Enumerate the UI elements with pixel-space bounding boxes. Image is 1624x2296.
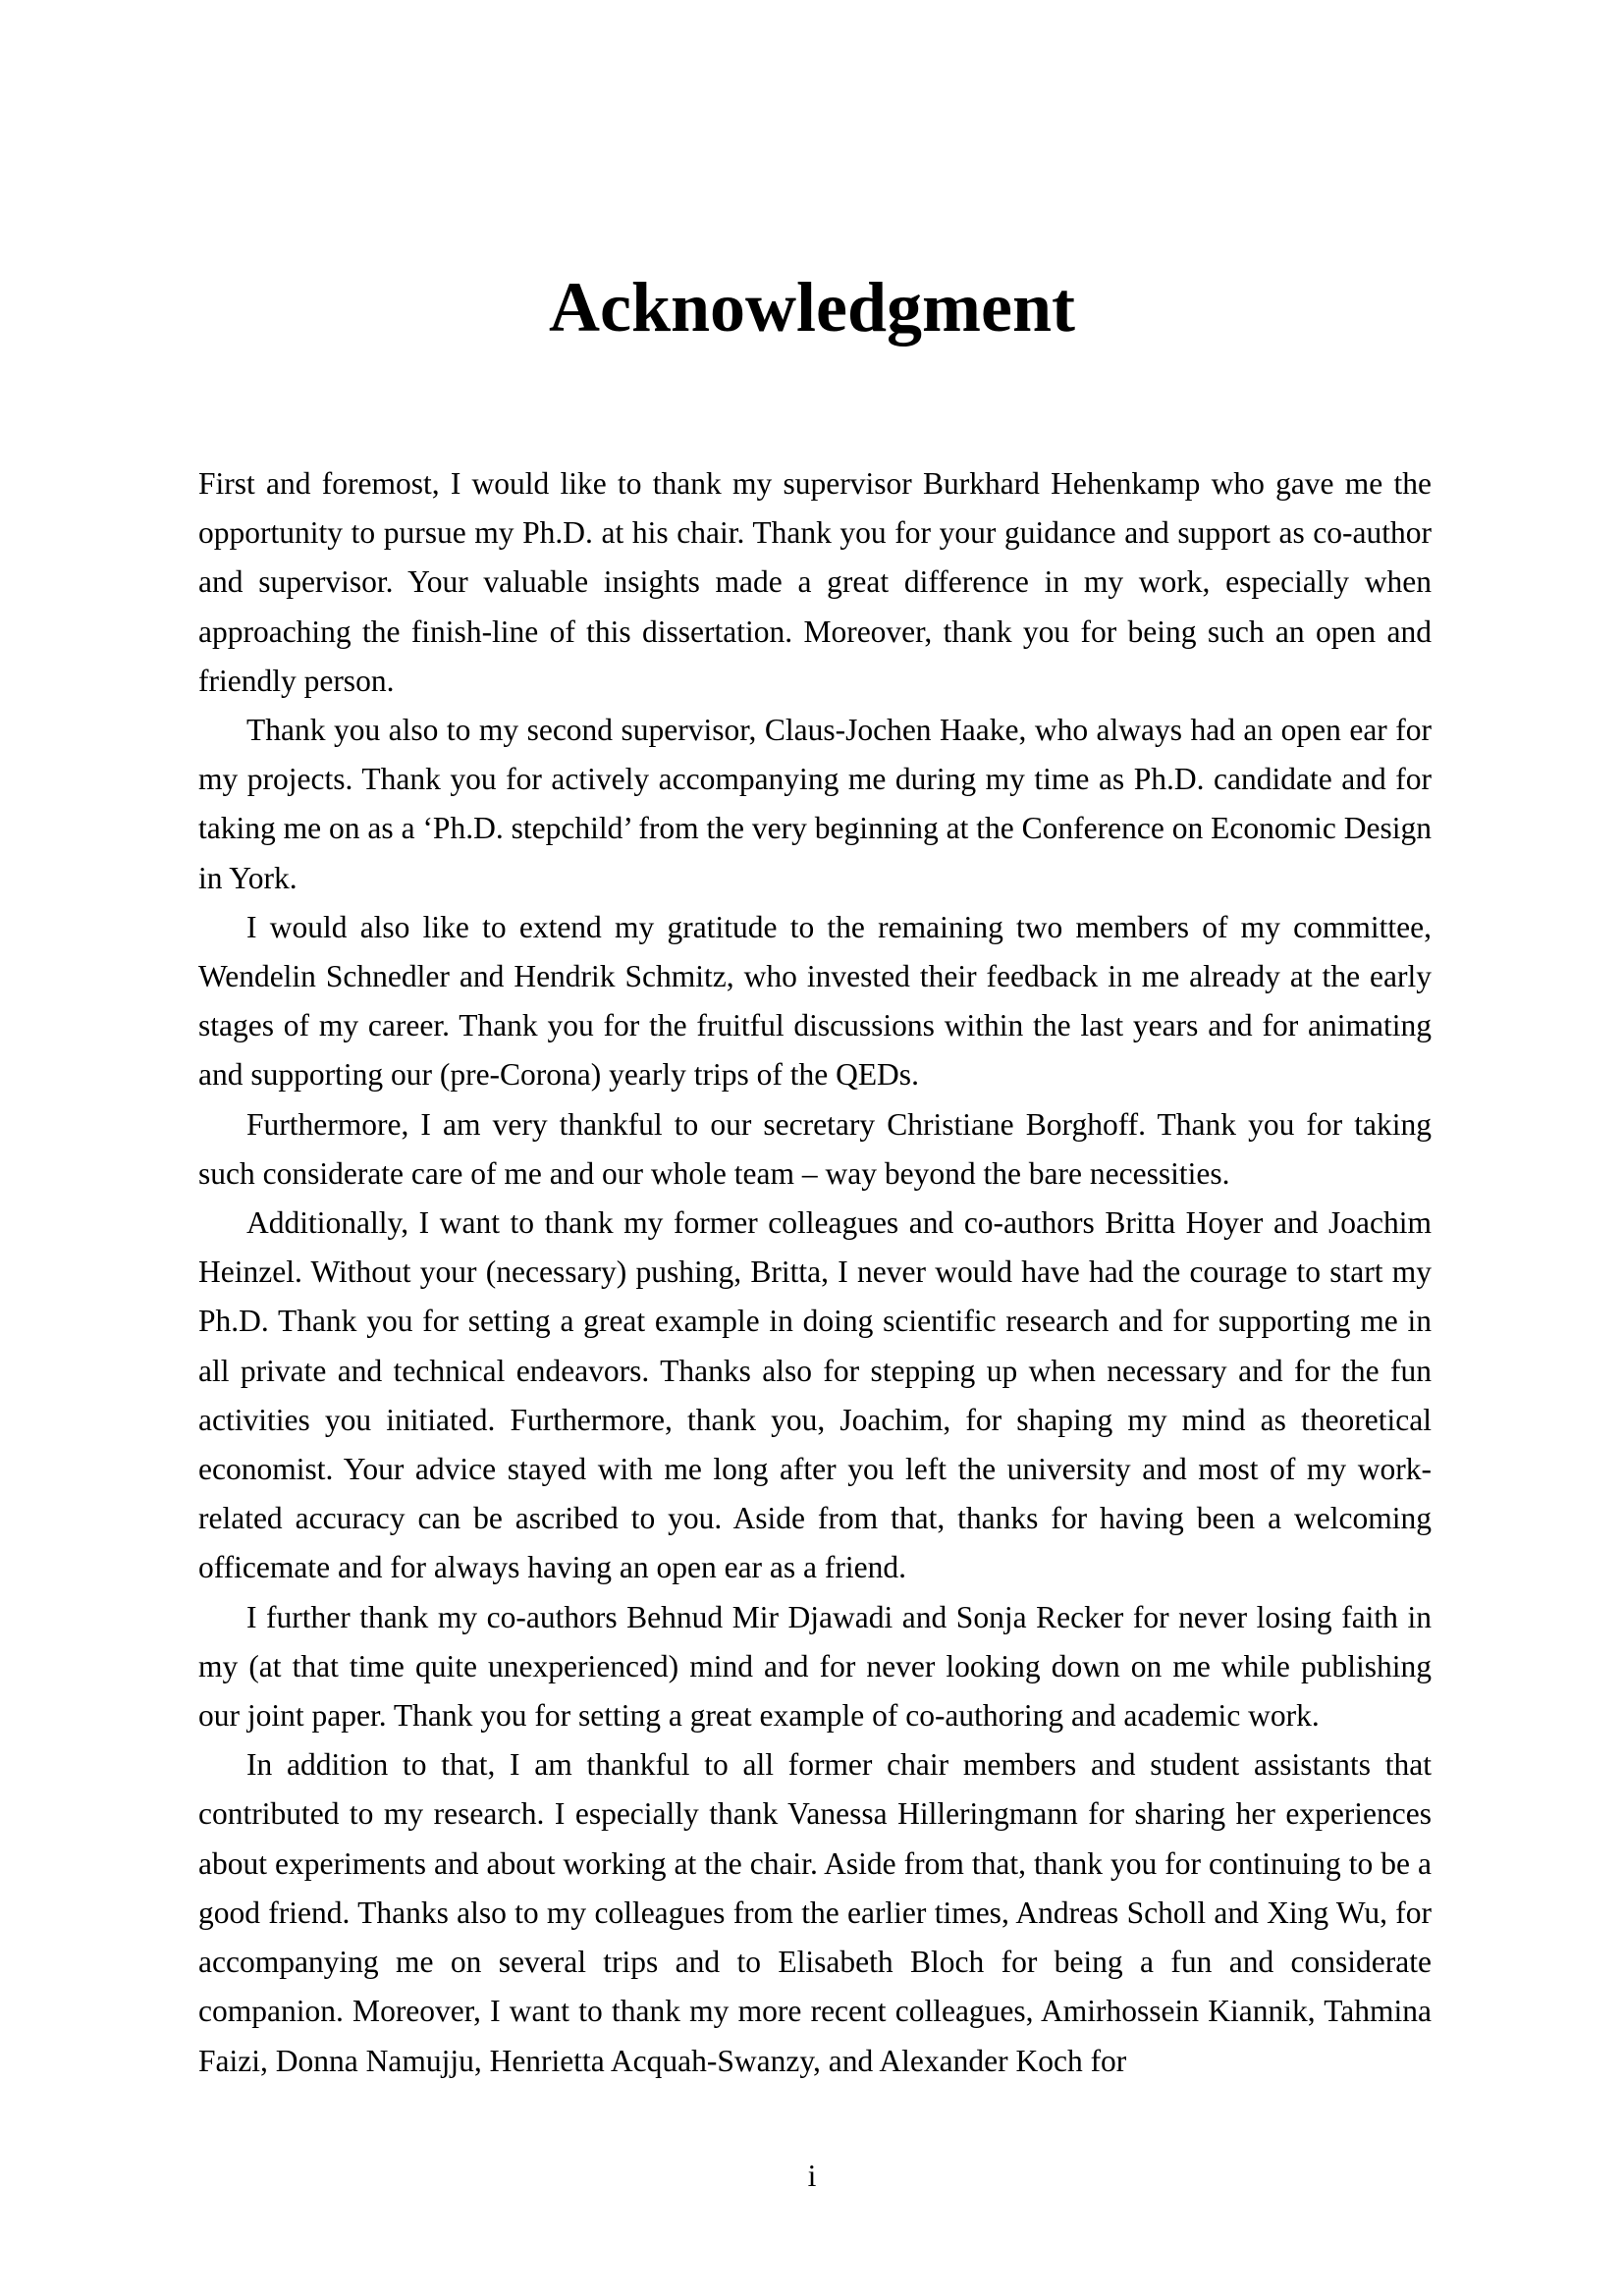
paragraph-supervisor: First and foremost, I would like to thank my supervisor Burkhard Hehenkamp who gave me the opportunity to pursue my Ph.D. at his chair. Thank you for your guidance and support as co-author and supervisor. Your valuable insights made a great difference in my work, especially when approaching the finish-line of this dissertation. Moreover, thank you for being such an open and friendly person. <box>198 466 1432 698</box>
paragraph-secretary: Furthermore, I am very thankful to our secretary Christiane Borghoff. Thank you for taking such considerate care of me and our whole team – way beyond the bare necessities. <box>198 1106 1432 1191</box>
paragraph-chair-members: In addition to that, I am thankful to all former chair members and student assistants that contributed to my research. I especially thank Vanessa Hilleringmann for sharing her experiences about experiments and about working at the chair. Aside from that, thank you for continuing to be a good friend. Thanks also to my colleagues from the earlier times, Andreas Scholl and Xing Wu, for accompanying me on several trips and to Elisabeth Bloch for being a fun and considerate companion. Moreover, I want to thank my more recent colleagues, Amirhossein Kiannik, Tahmina Faizi, Donna Namujju, Henrietta Acquah-Swanzy, and Alexander Koch for <box>198 1747 1432 2078</box>
paragraph-co-authors: I further thank my co-authors Behnud Mir Djawadi and Sonja Recker for never losing faith in my (at that time quite unexperienced) mind and for never looking down on me while publishing our joint paper. Thank you for setting a great example of co-authoring and academic work. <box>198 1599 1432 1734</box>
page-number: i <box>807 2159 817 2193</box>
page-title: Acknowledgment <box>549 268 1075 347</box>
paragraph-former-colleagues: Additionally, I want to thank my former colleagues and co-authors Britta Hoyer and Joachim Heinzel. Without your (necessary) pushing, Britta, I never would have had the courage to start my Ph.D. Thank you for setting a great example in doing scientific research and for supporting me in all private and technical endeavors. Thanks also for stepping up when necessary and for the fun activities you initiated. Furthermore, thank you, Joachim, for shaping my mind as theoretical economist. Your advice stayed with me long after you left the university and most of my work-related accuracy can be ascribed to you. Aside from that, thanks for having been a welcoming officemate and for always having an open ear as a friend. <box>198 1205 1432 1585</box>
paragraph-second-supervisor: Thank you also to my second supervisor, Claus-Jochen Haake, who always had an open ear for my projects. Thank you for actively accompanying me during my time as Ph.D. candidate and for taking me on as a ‘Ph.D. stepchild’ from the very beginning at the Conference on Economic Design in York. <box>198 713 1432 895</box>
paragraph-committee: I would also like to extend my gratitude to the remaining two members of my committee, Wendelin Schnedler and Hendrik Schmitz, who invested their feedback in me already at the early stages of my career. Thank you for the fruitful discussions within the last years and for animating and supporting our (pre-Corona) yearly trips of the QEDs. <box>198 909 1432 1093</box>
body-text <box>198 459 1432 2086</box>
